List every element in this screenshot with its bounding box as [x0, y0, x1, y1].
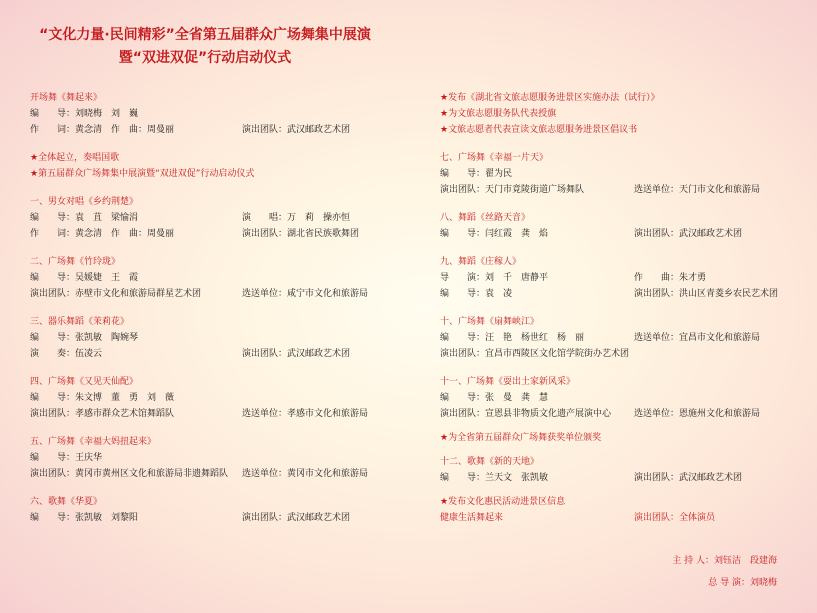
program-detail-row — [30, 466, 410, 482]
detail-primary: 编 导：张凯敏 刘黎阳 — [30, 513, 139, 523]
program-heading: ★发布《湖北省文旅志愿服务进景区实施办法（试行）》 — [440, 93, 660, 103]
program-heading: 十一、广场舞《耍出土家新风采》 — [440, 377, 576, 387]
detail-secondary: 演出团队：武汉邮政艺术团 — [242, 513, 351, 523]
program-detail-row — [440, 166, 800, 182]
detail-primary: 编 导：王庆华 — [30, 453, 103, 463]
program-heading: 四、广场舞《又见天仙配》 — [30, 377, 139, 387]
detail-primary: 作 词：黄念清 作 曲：周曼丽 — [30, 229, 175, 239]
detail-primary: 演出团队：宣恩县非物质文化遗产展演中心 — [440, 409, 612, 419]
spacer — [30, 482, 410, 494]
program-right-column — [440, 90, 800, 526]
detail-primary: 演 奏：伍凌云 — [30, 349, 103, 359]
detail-secondary: 演出团队：武汉邮政艺术团 — [634, 229, 743, 239]
program-heading: 三、器乐舞蹈《茉莉花》 — [30, 317, 130, 327]
program-detail-row — [30, 122, 410, 138]
host-line: 主 持 人：刘钰洁 段建海 — [672, 556, 777, 566]
spacer — [30, 182, 410, 194]
program-detail-row — [30, 510, 410, 526]
detail-primary: 演出团队：赤壁市文化和旅游局群星艺术团 — [30, 289, 202, 299]
program-detail-row — [30, 286, 410, 302]
spacer — [30, 302, 410, 314]
program-detail-row — [30, 210, 410, 226]
detail-primary: 演出团队：天门市竟陵街道广场舞队 — [440, 185, 585, 195]
spacer — [30, 138, 410, 150]
detail-primary: 编 导：朱文博 董 勇 刘 薇 — [30, 393, 175, 403]
spacer — [30, 242, 410, 254]
detail-primary: 编 导：汪 艳 杨世红 杨 丽 — [440, 333, 585, 343]
program-heading: 十二、歌舞《新的天地》 — [440, 457, 540, 467]
program-detail-row — [30, 330, 410, 346]
detail-primary: 编 导：翟为民 — [440, 169, 513, 179]
detail-secondary: 演出团队：武汉邮政艺术团 — [634, 473, 743, 483]
program-heading: 十、广场舞《扇舞峡江》 — [440, 317, 540, 327]
detail-primary: 编 导：张 曼 龚 慧 — [440, 393, 549, 403]
detail-primary: 编 导：闫红霞 龚 焰 — [440, 229, 549, 239]
detail-secondary: 作 曲：朱才勇 — [634, 273, 707, 283]
spacer — [440, 242, 800, 254]
program-heading: 五、广场舞《幸福大妈扭起来》 — [30, 437, 157, 447]
program-heading: 九、舞蹈《庄稼人》 — [440, 257, 522, 267]
detail-secondary: 选送单位：孝感市文化和旅游局 — [242, 409, 369, 419]
spacer — [30, 362, 410, 374]
program-heading: ★为全省第五届群众广场舞获奖单位颁奖 — [440, 433, 602, 443]
spacer — [440, 422, 800, 430]
detail-primary: 编 导：刘晓梅 刘 巍 — [30, 109, 139, 119]
program-heading: ★全体起立，奏唱国歌 — [30, 153, 120, 163]
detail-primary: 健康生活舞起来 — [440, 513, 504, 523]
spacer — [440, 486, 800, 494]
program-heading: ★文旅志愿者代表宣读文旅志愿服务进景区倡议书 — [440, 125, 638, 135]
detail-secondary: 演出团队：武汉邮政艺术团 — [242, 125, 351, 135]
detail-secondary: 演出团队：全体演员 — [634, 513, 716, 523]
program-heading: 六、歌舞《华夏》 — [30, 497, 103, 507]
program-heading: ★发布文化惠民活动进景区信息 — [440, 497, 566, 507]
detail-secondary: 选送单位：黄冈市文化和旅游局 — [242, 469, 369, 479]
detail-secondary: 选送单位：咸宁市文化和旅游局 — [242, 289, 369, 299]
detail-primary: 编 导：张凯敏 陶婉琴 — [30, 333, 139, 343]
detail-primary: 编 导：吴媛婕 王 霞 — [30, 273, 139, 283]
program-detail-row — [440, 406, 800, 422]
detail-secondary: 选送单位：天门市文化和旅游局 — [634, 185, 761, 195]
page-subtitle: 暨“双进双促”行动启动仪式 — [118, 50, 292, 66]
program-detail-row — [440, 286, 800, 302]
program-detail-row — [440, 182, 800, 198]
program-heading: 一、男女对唱《乡约荆楚》 — [30, 197, 139, 207]
program-detail-row — [440, 226, 800, 242]
detail-primary: 作 词：黄念清 作 曲：周曼丽 — [30, 125, 175, 135]
director-line: 总 导 演：刘晓梅 — [708, 578, 777, 588]
program-heading: ★第五届群众广场舞集中展演暨“双进双促”行动启动仪式 — [30, 169, 255, 179]
detail-secondary: 演出团队：洪山区青菱乡农民艺术团 — [634, 289, 779, 299]
detail-secondary: 选送单位：恩施州文化和旅游局 — [634, 409, 761, 419]
spacer — [440, 362, 800, 374]
detail-primary: 编 导：兰天文 张凯敏 — [440, 473, 549, 483]
program-detail-row — [440, 330, 800, 346]
program-detail-row — [440, 270, 800, 286]
detail-primary: 演出团队：宜昌市西陵区文化馆学院街办艺术团 — [440, 349, 630, 359]
program-detail-row — [440, 510, 800, 526]
program-detail-row — [440, 390, 800, 406]
detail-primary: 演出团队：孝感市群众艺术馆舞蹈队 — [30, 409, 175, 419]
detail-secondary: 选送单位：宜昌市文化和旅游局 — [634, 333, 761, 343]
spacer — [440, 138, 800, 150]
program-heading: 七、广场舞《幸福一片天》 — [440, 153, 549, 163]
spacer — [440, 198, 800, 210]
program-detail-row — [440, 470, 800, 486]
page-title: “文化力量·民间精彩”全省第五届群众广场舞集中展演 — [39, 27, 371, 43]
detail-primary: 编 导：袁 凌 — [440, 289, 513, 299]
program-left-column — [30, 90, 410, 526]
program-detail-row — [30, 270, 410, 286]
spacer — [30, 422, 410, 434]
program-heading: 二、广场舞《竹玲珑》 — [30, 257, 121, 267]
program-heading: 开场舞《舞起来》 — [30, 93, 103, 103]
program-detail-row — [30, 106, 410, 122]
spacer — [440, 446, 800, 454]
detail-secondary: 演出团队：湖北省民族歌舞团 — [242, 229, 360, 239]
program-detail-row — [30, 226, 410, 242]
detail-secondary: 演出团队：武汉邮政艺术团 — [242, 349, 351, 359]
detail-primary: 演出团队：黄冈市黄州区文化和旅游局非遗舞蹈队 — [30, 469, 229, 479]
detail-primary: 编 导：袁 苴 梁愉涓 — [30, 213, 139, 223]
program-detail-row — [30, 406, 410, 422]
program-detail-row — [30, 450, 410, 466]
program-detail-row — [30, 346, 410, 362]
detail-secondary: 演 唱：万 莉 操亦恒 — [242, 213, 351, 223]
program-detail-row — [30, 390, 410, 406]
detail-primary: 导 演：刘 千 唐静平 — [440, 273, 549, 283]
spacer — [440, 302, 800, 314]
program-heading: ★为文旅志愿服务队代表授旗 — [440, 109, 557, 119]
program-detail-row — [440, 346, 800, 362]
program-heading: 八、舞蹈《丝路天音》 — [440, 213, 531, 223]
